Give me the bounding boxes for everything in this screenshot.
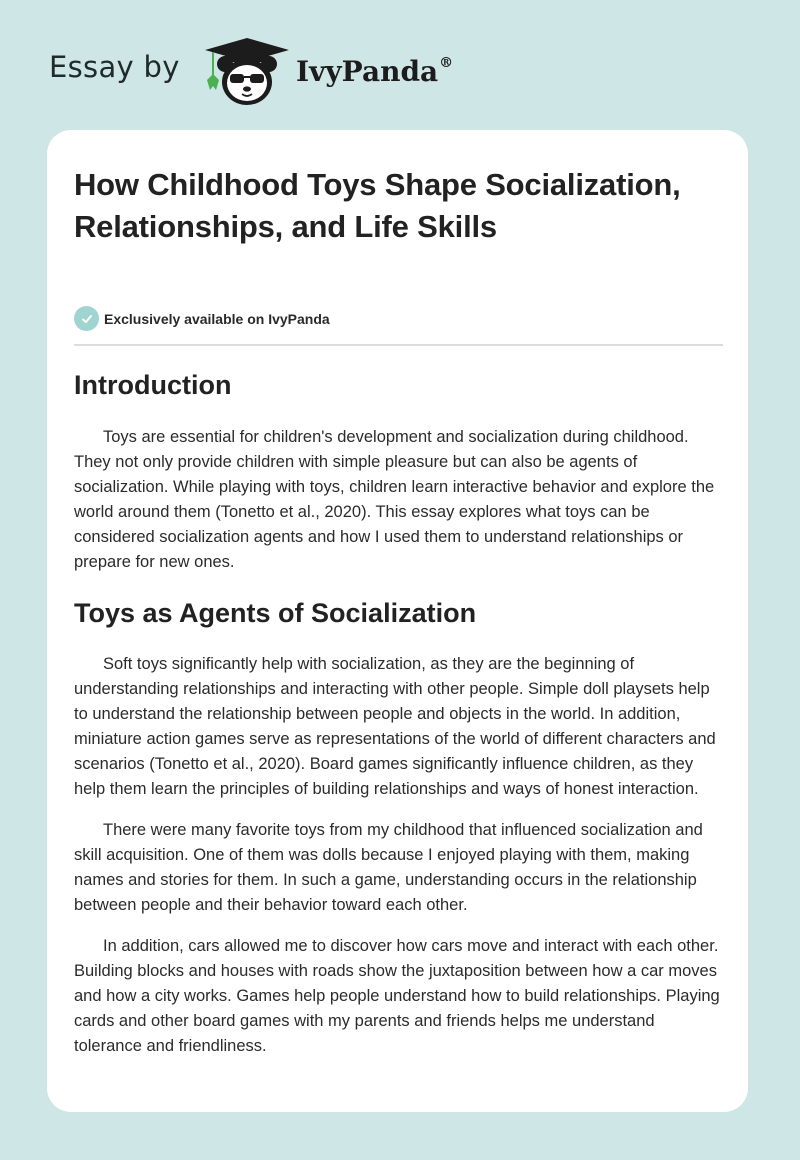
divider [74,344,723,346]
check-icon [74,306,99,331]
exclusive-text: Exclusively available on IvyPanda [104,310,330,327]
paragraph: Toys are essential for children's development and socialization during childhood. They not only provide children with simple pleasure but can also be agents of socialization. While playing with toys, children learn interactive behavior and explore the world around them (Tonetto et al., 2020). This essay explores what toys can be considered socialization agents and how I used them to understand relationships or prepare for new ones. [74,428,715,571]
section-toys-as-agents [74,596,724,1059]
section-introduction [74,368,724,575]
essay-by-label: Essay by [49,50,180,84]
registered-mark: ® [439,54,454,71]
essay-title: How Childhood Toys Shape Socialization, Relationships, and Life Skills [74,167,681,244]
brand-text: IvyPanda [296,55,439,88]
section-heading: Introduction [74,370,232,400]
essay-card [47,130,748,1112]
brand-name[interactable] [296,55,453,88]
panda-graduate-icon[interactable] [203,36,291,108]
paragraph: Soft toys significantly help with socialization, as they are the beginning of understanding relationships and interacting with other people. Simple doll playsets help to understand the relationship between people and objects in the world. In addition, miniature action games serve as representations of the world of different characters and scenarios (Tonetto et al., 2020). Board games significantly influence children, as they help them learn the principles of building relationships and ways of honest interaction. [74,655,716,798]
exclusive-badge [74,306,330,331]
paragraph: There were many favorite toys from my childhood that influenced socialization and skill acquisition. One of them was dolls because I enjoyed playing with them, making names and stories for them. In such a game, understanding occurs in the relationship between people and their behavior toward each other. [74,821,703,914]
section-heading: Toys as Agents of Socialization [74,598,477,628]
site-header [0,0,800,130]
paragraph: In addition, cars allowed me to discover how cars move and interact with each other. Building blocks and houses with roads show the juxtaposition between how a car moves and how a city works. Games help people understand how to build relationships. Playing cards and other board games with my parents and friends helps me understand tolerance and friendliness. [74,937,720,1055]
